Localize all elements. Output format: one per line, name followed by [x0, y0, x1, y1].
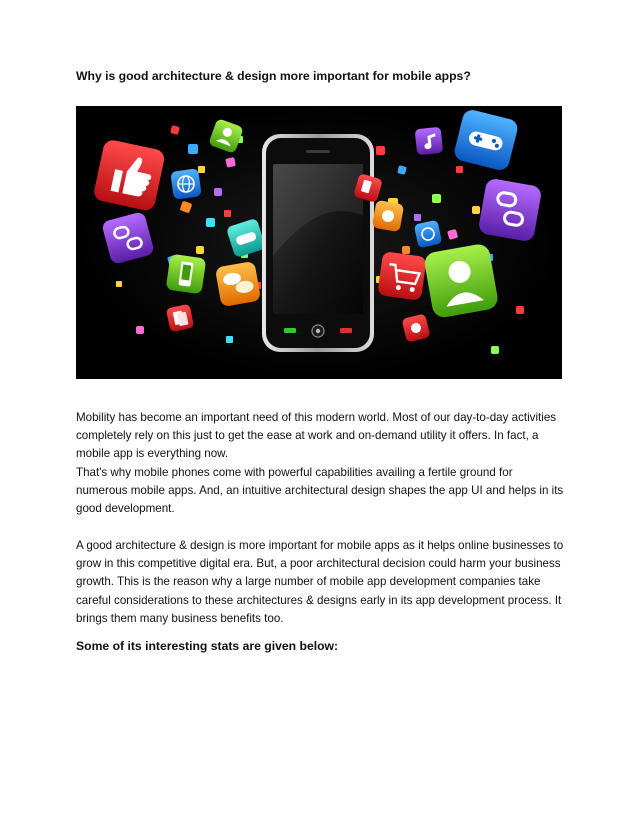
person-icon [423, 243, 499, 319]
music-note-icon [415, 127, 444, 156]
smartphone [262, 134, 374, 352]
paragraph-capabilities: That's why mobile phones come with powerful capabilities availing a fertile ground for numerous mobile apps. And, an intuitive architectural design shapes the app UI and helps in its good development. [76, 466, 564, 516]
chain-link-right-icon [478, 178, 543, 243]
thumbs-up-icon [92, 138, 166, 212]
article-title: Why is good architecture & design more important for mobile apps? [76, 69, 471, 83]
shopping-cart-icon [377, 251, 427, 301]
chat-bubbles-icon [215, 261, 261, 307]
browser-icon [414, 220, 442, 248]
hero-image [76, 106, 562, 379]
paragraph-mobility: Mobility has become an important need of this modern world. Most of our day-to-day activities completely rely on this just to get the ease at work and on-demand utility it offers. In fact, a mobile app is everything now. [76, 411, 557, 461]
globe-icon [170, 168, 202, 200]
photo-icon [372, 200, 404, 232]
stats-subheading: Some of its interesting stats are given below: [76, 639, 339, 653]
hero-illustration [76, 106, 562, 379]
phone-icon [166, 254, 207, 295]
cards-icon [166, 304, 194, 332]
paragraph-architecture: A good architecture & design is more important for mobile apps as it helps online businesses to grow in this competitive digital era. But, a poor architectural decision could harm your business growth. This is the reason why a large number of mobile app development companies take careful considerations to these architectures & designs early in its app development process. It brings them many business benefits too. [76, 539, 564, 625]
